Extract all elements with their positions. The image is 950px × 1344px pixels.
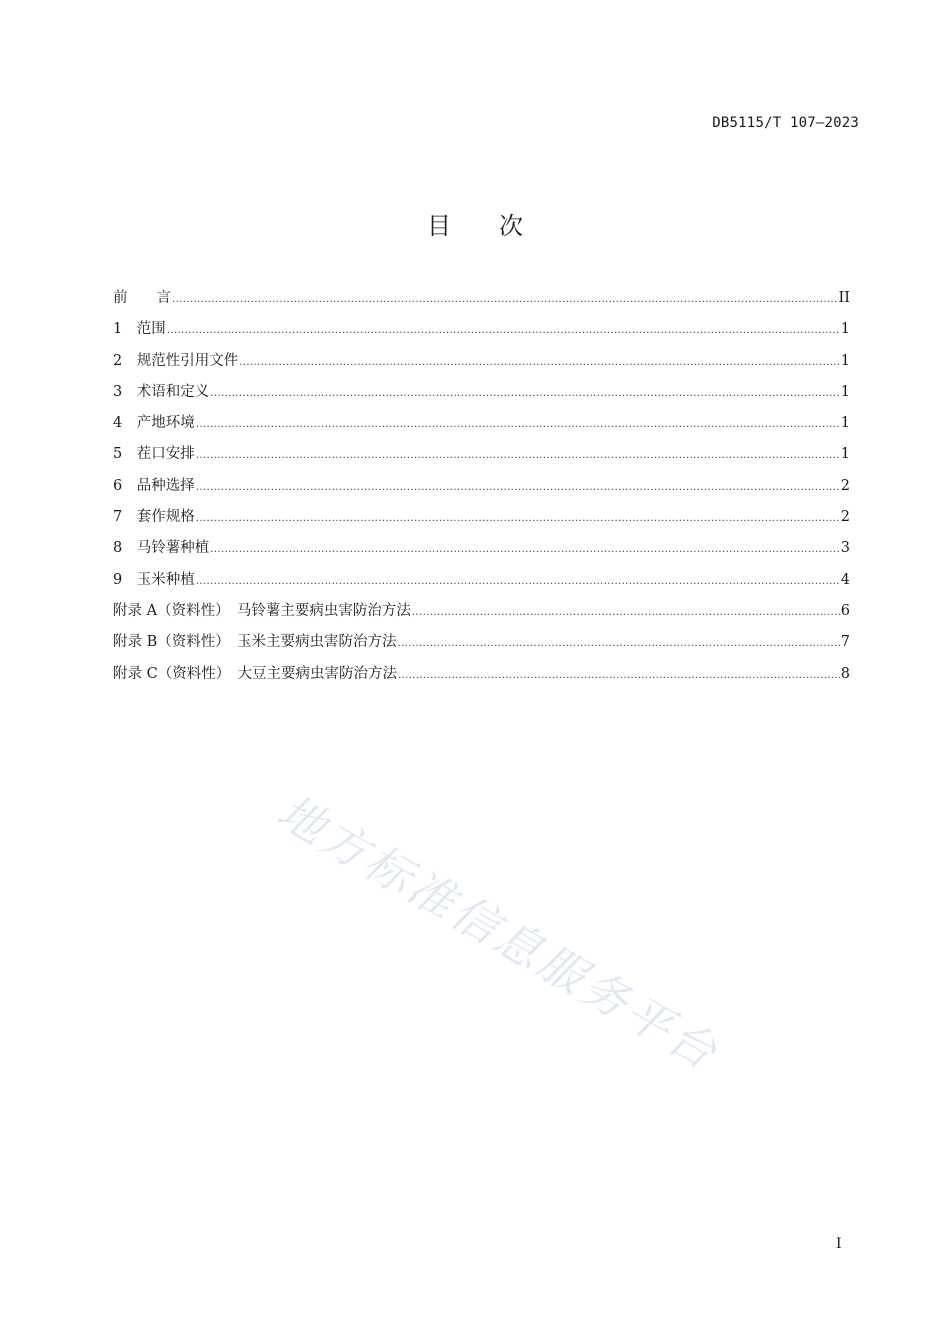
page-title: 目次 (427, 212, 571, 240)
toc-entry-6[interactable] (113, 471, 850, 502)
toc-entry-page: 1 (840, 321, 850, 338)
toc-entry-label: 附录 C（资料性） 大豆主要病虫害防治方法 (113, 665, 397, 682)
page-number: I (836, 1236, 842, 1252)
toc-entry-appendix-c[interactable] (113, 659, 850, 690)
toc-leader-dots (196, 502, 840, 534)
toc-entry-label: 7 套作规格 (113, 509, 195, 526)
toc-leader-dots (398, 627, 840, 659)
toc-entry-page: 8 (840, 665, 850, 682)
toc-leader-dots (172, 283, 838, 315)
toc-leader-dots (412, 596, 840, 628)
toc-leader-dots (398, 659, 840, 691)
toc-entry-page: 1 (840, 383, 850, 400)
toc-entry-appendix-a[interactable] (113, 596, 850, 627)
toc-leader-dots (196, 565, 840, 597)
toc-entry-page: II (838, 290, 850, 306)
toc-entry-4[interactable] (113, 408, 850, 439)
toc-entry-appendix-b[interactable] (113, 627, 850, 658)
toc-leader-dots (210, 533, 840, 565)
toc-entry-label: 前 言 (113, 290, 171, 306)
toc-entry-label: 9 玉米种植 (113, 571, 195, 588)
toc-entry-5[interactable] (113, 439, 850, 470)
toc-entry-2[interactable] (113, 346, 850, 377)
toc-leader-dots (196, 471, 840, 503)
toc-entry-page: 6 (840, 602, 850, 619)
toc-entry-label: 5 茬口安排 (113, 446, 195, 463)
toc-entry-page: 2 (840, 477, 850, 494)
toc-entry-9[interactable] (113, 565, 850, 596)
document-code: DB5115/T 107—2023 (712, 115, 859, 131)
toc-entry-page: 3 (840, 540, 850, 557)
toc-entry-preface[interactable] (113, 283, 850, 314)
toc-entry-page: 4 (840, 571, 850, 588)
toc-leader-dots (239, 346, 840, 378)
watermark-text: 地方标准信息服务平台 (268, 784, 729, 1081)
toc-entry-label: 8 马铃薯种植 (113, 540, 210, 557)
toc-entry-label: 附录 B（资料性） 玉米主要病虫害防治方法 (113, 634, 397, 651)
toc-entry-page: 1 (840, 415, 850, 432)
toc-entry-1[interactable] (113, 314, 850, 345)
toc-leader-dots (167, 314, 840, 346)
toc-leader-dots (210, 377, 840, 409)
toc-entry-3[interactable] (113, 377, 850, 408)
toc-entry-label: 3 术语和定义 (113, 383, 210, 400)
toc-leader-dots (196, 408, 840, 440)
toc-entry-page: 1 (840, 352, 850, 369)
table-of-contents (113, 283, 850, 690)
toc-entry-7[interactable] (113, 502, 850, 533)
toc-leader-dots (196, 439, 840, 471)
toc-entry-label: 1 范围 (113, 321, 166, 338)
toc-entry-label: 6 品种选择 (113, 477, 195, 494)
toc-entry-page: 7 (840, 634, 850, 651)
toc-entry-label: 4 产地环境 (113, 415, 195, 432)
toc-entry-8[interactable] (113, 533, 850, 564)
toc-entry-label: 2 规范性引用文件 (113, 352, 239, 369)
toc-entry-page: 2 (840, 509, 850, 526)
toc-entry-label: 附录 A（资料性） 马铃薯主要病虫害防治方法 (113, 602, 411, 619)
toc-entry-page: 1 (840, 446, 850, 463)
